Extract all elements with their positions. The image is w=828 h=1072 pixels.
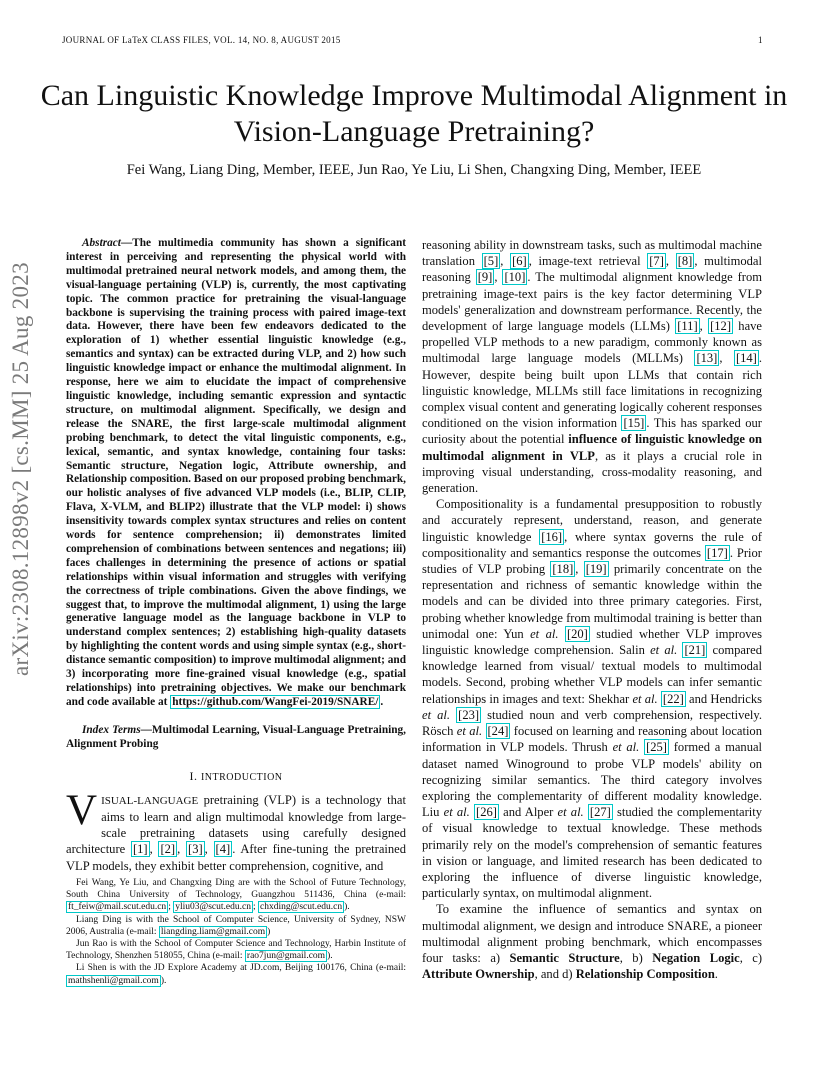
citation[interactable]: [1] [132,842,148,857]
code-link[interactable]: https://github.com/WangFei-2019/SNARE/ [172,695,379,708]
footnote-affiliation: Jun Rao is with the School of Computer Science and Technology, Harbin Institute of Technology, Shenzhen 518055, China (e-mail: rao7jun@gmail.com ). [66,939,406,962]
citation[interactable]: [6] [512,254,527,269]
paragraph: reasoning ability in downstream tasks, such as multimodal machine translation [5] , [6] , image-text retrieval [7] , [8] , multimodal reasoning [9] , [10] . The multimodal alignment knowledge from pretraining image-text pairs is the key factor determining VLP models' generalization and downstream performance. Recently, the development of large language models (LLMs) [11] , [12] have propelled VLP methods to a new paradigm, commonly known as multimodal large language models (MLLMs) [13] , [14] . However, despite being built upon LLMs that contain rich linguistic knowledge, MLLMs still face limitations in recognizing complex visual content and generating logically coherent responses conditioned on the vision information [15] . This has sparked our curiosity about the potential influence of linguistic knowledge on multimodal alignment in VLP, as it plays a crucial role in improving visual understanding, cross-modality reasoning, and generation. [422,238,763,496]
citation[interactable]: [24] [487,724,509,739]
arxiv-identifier: arXiv:2308.12898v2 [cs.MM] 25 Aug 2023 [8,262,33,676]
citation[interactable]: [25] [646,740,667,755]
task-name: Semantic Structure [509,950,620,965]
abstract: Abstract—The multimedia community has shown a significant interest in perceiving and representing the physical world with multimodal pretrained neural network models, and among them, the visual-language pertaining (VLP) is, currently, the most captivating topic. The common practice for pretraining the visual-language backbone is supervising the training process with paired image-text data. However, there have been few endeavors dedicated to the exploration of 1) whether essential linguistic knowledge (e.g., semantics and syntax) can be extracted during VLP, and 2) how such linguistic knowledge impact or enhance the multimodal alignment. In response, here we aim to elucidate the impact of comprehensive linguistic knowledge, including semantic expression and syntactic structure, on multimodal alignment. Specifically, we design and release the SNARE, the first large-scale multimodal alignment probing benchmark, to detect the vital linguistic components, e.g., lexical, semantic, and syntax knowledge, containing four tasks: Semantic structure, Negation logic, Attribute ownership, and Relationship composition. Based on our proposed probing benchmark, our holistic analyses of five advanced VLP models (i.e., BLIP, CLIP, Flava, X-VLM, and BLIP2) illustrate that the VLP model: i) shows insensitivity towards complex syntax structures and relies on content words for sentence comprehension; ii) demonstrates limited comprehension of combinations between sentences and negations; iii) faces challenges in determining the presence of actions or spatial relationships within visual information and struggles with verifying the correctness of triple combinations. Given the above findings, we suggest that, to improve the multimodal alignment, 1) using the large generative language model as the language backbone in VLP to understand complex sentences; 2) establishing high-quality datasets by highlighting the content words and using simple syntax (e.g., short-distance semantic composition) to improve multimodal alignment; and 3) incorporating more fine-grained visual knowledge (e.g., spatial relationships) into pretraining objectives. We make our benchmark and code available at https://github.com/WangFei-2019/SNARE/ . [66,237,406,708]
paragraph: Compositionality is a fundamental presupposition to robustly and accurately represent, understand, reason, and generate linguistic knowledge [16] , where syntax governs the rule of compositionality and semantics response the outcomes [17] . Prior studies of VLP probing [18] , [19] primarily concentrate on the representation and richness of semantic knowledge within the models and can be divided into three primary categories. First, probing whether knowledge from multimodal training is better than unimodal one: Yun et al. [20] studied whether VLP improves linguistic knowledge comprehension. Salin et al. [21] compared knowledge learned from visual/ textual models to multimodal models. Second, probing whether VLP models can infer semantic relationships in images and text: Shekhar et al. [22] and Hendricks et al. [23] studied noun and verb comprehension, respectively. Rösch et al. [24] focused on learning and reasoning about location information in VLP models. Thrush et al. [25] formed a manual dataset named Winoground to probe VLP models' ability on recognizing similar semantics. The third category involves exploring the complementarity of different modality knowledge. Liu et al. [26] and Alper et al. [27] studied the complementarity of visual knowledge to textual knowledge. These methods primarily rely on the model's comprehension of semantic features in vision or language, and limited research has been dedicated to exploring the influence of diverse linguistic knowledge, particularly syntax, on multimodal alignment. [422,497,763,901]
right-column [422,237,762,982]
citation[interactable]: [27] [589,805,611,820]
citation[interactable]: [3] [188,842,203,857]
citation[interactable]: [11] [677,319,698,334]
page-number: 1 [758,35,763,45]
emphasis-text: influence of linguistic knowledge on multimodal alignment in VLP [422,432,763,463]
citation[interactable]: [19] [585,562,607,577]
citation[interactable]: [9] [477,270,493,285]
email-link[interactable]: liangding.liam@gmail.com [160,926,266,937]
task-name: Relationship Composition [575,967,715,982]
author-list: Fei Wang, Liang Ding, Member, IEEE, Jun Rao, Ye Liu, Li Shen, Changxing Ding, Member, IEEE [126,162,702,178]
abstract-label: Abstract [82,237,121,249]
citation[interactable]: [2] [160,842,176,857]
section-title: INTRODUCTION [200,771,283,783]
index-terms-label: Index Terms [82,723,141,736]
index-terms-text: —Multimodal Learning, Visual-Language Pretraining, Alignment Probing [66,723,406,750]
citation[interactable]: [8] [677,254,693,269]
citation[interactable]: [5] [483,254,499,269]
citation[interactable]: [22] [662,691,684,706]
drop-cap: V [66,786,98,834]
email-link[interactable]: rao7jun@gmail.com [246,951,326,962]
intro-paragraph: VISUAL-LANGUAGE pretraining (VLP) is a technology that aims to learn and align multimodal knowledge from large-scale pretraining datasets using carefully designed architecture [1] , [2] , [3] , [4] . After fine-tuning the pretrained VLP models, they exhibit better comprehension, cognitive, and [66,786,407,873]
citation[interactable]: [18] [552,562,574,577]
footnotes [66,877,406,987]
running-header: JOURNAL OF LaTeX CLASS FILES, VOL. 14, NO. 8, AUGUST 2015 [62,35,341,45]
citation[interactable]: [26] [476,805,497,820]
footnote-affiliation: Liang Ding is with the School of Computer Science, University of Sydney, NSW 2006, Australia (e-mail: liangding.liam@gmail.com ) [66,914,406,937]
citation[interactable]: [20] [566,626,588,641]
email-link[interactable]: ft_feiw@mail.scut.edu.cn [68,902,167,913]
citation[interactable]: [13] [696,351,718,366]
section-heading: I. INTRODUCTION [189,768,283,783]
footnote-affiliation: Fei Wang, Ye Liu, and Changxing Ding are with the School of Future Technology, South China University of Technology, Guangzhou 511436, China (e-mail: ft_feiw@mail.scut.edu.cn ; yliu03@scut.edu.cn ; chxding@scut.edu.cn ). [66,878,406,913]
citation[interactable]: [10] [504,270,526,285]
citation[interactable]: [7] [649,254,664,269]
citation[interactable]: [4] [215,842,231,857]
citation[interactable]: [15] [623,416,645,431]
citation[interactable]: [14] [735,351,757,366]
email-link[interactable]: yliu03@scut.edu.cn [175,902,251,913]
citation[interactable]: [21] [684,643,706,658]
index-terms [66,724,406,752]
citation[interactable]: [23] [458,707,480,722]
left-column [66,237,406,874]
abstract-text: —The multimedia community has shown a significant interest in perceiving and representing the physical world with multimodal pretrained neural network models, and among them, the visual-language pertaining (VLP) is, currently, the most captivating topic. The common practice for pretraining the visual-language backbone is supervising the training process with paired image-text data. However, there have been few endeavors dedicated to the exploration of 1) whether essential linguistic knowledge (e.g., semantics and syntax) can be extracted during VLP, and 2) how such linguistic knowledge impact or enhance the multimodal alignment. In response, here we aim to elucidate the impact of comprehensive linguistic knowledge, including semantic expression and syntactic structure, on multimodal alignment. Specifically, we design and release the SNARE, the first large-scale multimodal alignment probing benchmark, to detect the vital linguistic components, e.g., lexical, semantic, and syntax knowledge, containing four tasks: Semantic structure, Negation logic, Attribute ownership, and Relationship composition. Based on our proposed probing benchmark, our holistic analyses of five advanced VLP models (i.e., BLIP, CLIP, Flava, X-VLM, and BLIP2) illustrate that the VLP model: i) shows insensitivity towards complex syntax structures and relies on content words for sentence comprehension; ii) demonstrates limited comprehension of combinations between sentences and negations; iii) faces challenges in determining the presence of actions or spatial relationships within visual information and struggles with verifying the correctness of triple combinations. Given the above findings, we suggest that, to improve the multimodal alignment, 1) using the large generative language model as the language backbone in VLP to understand complex sentences; 2) establishing high-quality datasets by highlighting the content words and using simple syntax (e.g., short-distance semantic composition) to improve multimodal alignment; and 3) incorporating more fine-grained visual knowledge (e.g., spatial relationships) into pretraining objectives. We make our benchmark and code available at [66,237,406,708]
citation[interactable]: [12] [710,319,731,334]
citation[interactable]: [16] [541,529,563,544]
email-link[interactable]: chxding@scut.edu.cn [259,902,343,913]
task-name: Negation Logic [652,950,740,965]
email-link[interactable]: mathshenli@gmail.com [68,975,159,986]
footnote-affiliation: Li Shen is with the JD Explore Academy at JD.com, Beijing 100176, China (e-mail: mathshenli@gmail.com ). [68,963,406,986]
paper-title: Can Linguistic Knowledge Improve Multimodal Alignment in Vision-Language Pretraining? [40,79,788,148]
citation[interactable]: [17] [706,545,728,560]
task-name: Attribute Ownership [422,967,535,982]
paragraph: To examine the influence of semantics and syntax on multimodal alignment, we design and introduce SNARE, a pioneer multimodal alignment probing benchmark, which encompasses four tasks: a) Semantic Structure, b) Negation Logic, c) Attribute Ownership, and d) Relationship Composition. [422,902,762,982]
